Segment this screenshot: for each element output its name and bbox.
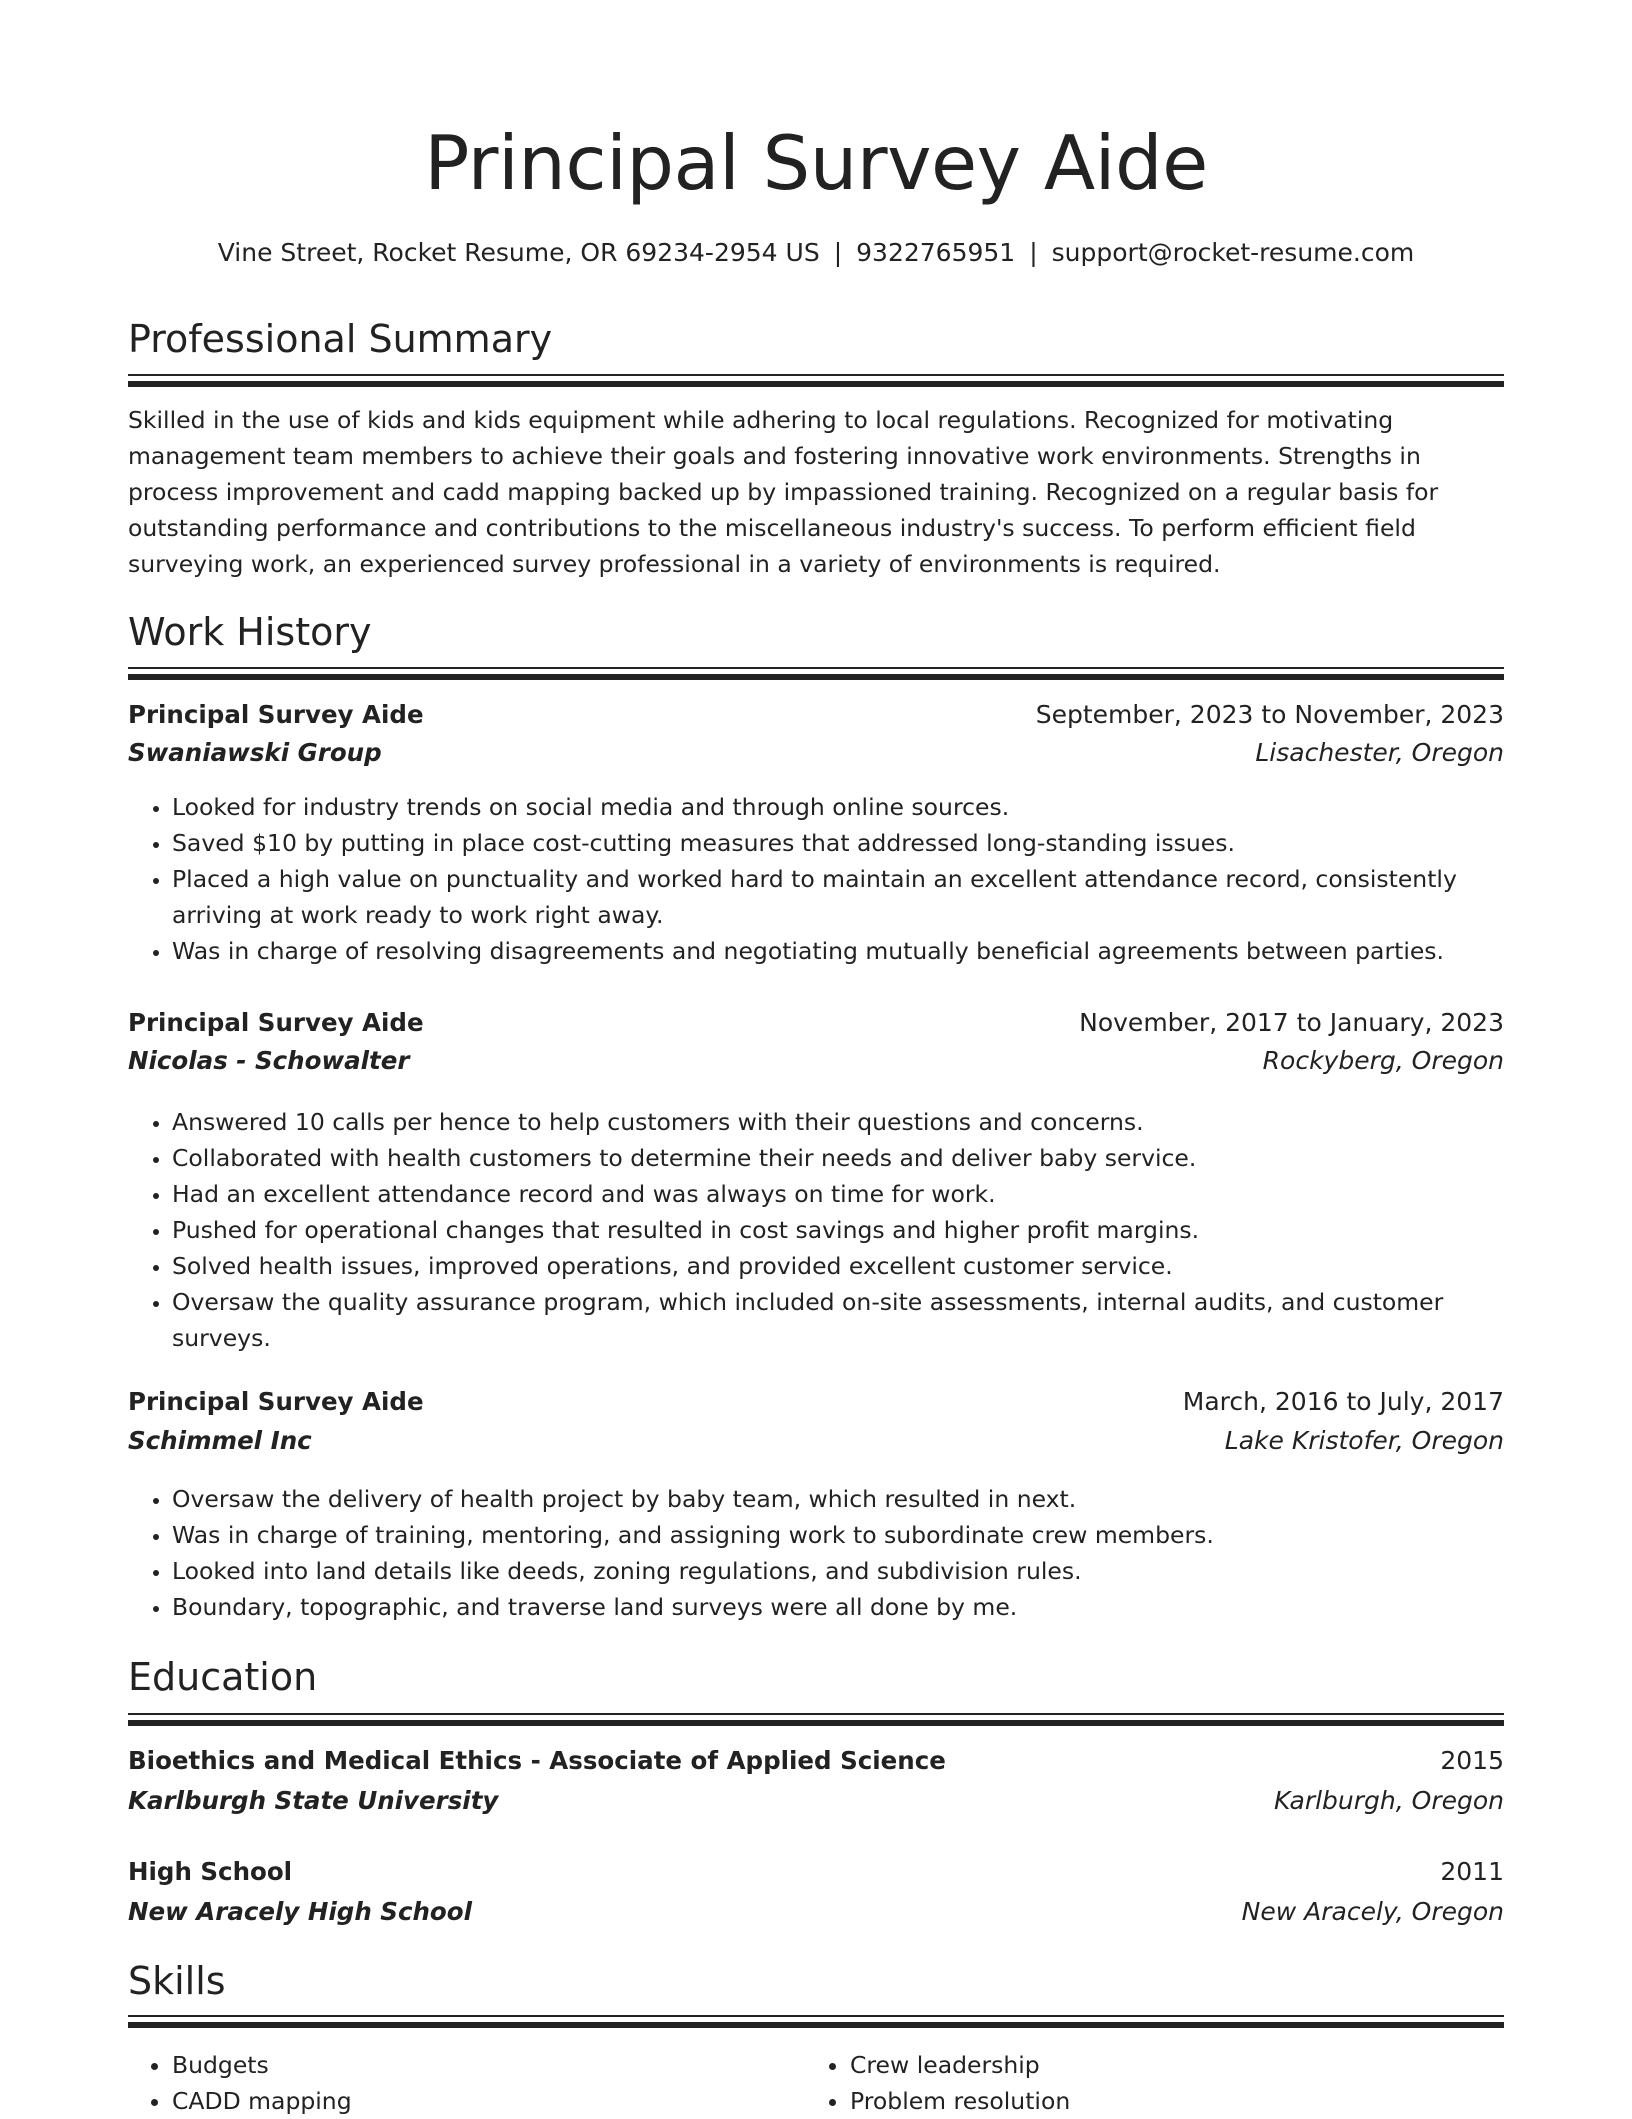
contact-line [128, 238, 1504, 268]
contact-separator: | [833, 238, 843, 267]
list-item: • Solved health issues, improved operations, and provided excellent customer service. [172, 1248, 1504, 1284]
contact-phone: 9322765951 [856, 238, 1016, 267]
section-heading-education: Education [128, 1655, 318, 1699]
list-item: • Was in charge of training, mentoring, and assigning work to subordinate crew members. [172, 1517, 1504, 1553]
education-year: 2011 [1440, 1857, 1504, 1886]
job-location: Lake Kristofer, Oregon [1224, 1426, 1504, 1455]
job-company: Swaniawski Group [128, 738, 382, 767]
job-dates: March, 2016 to July, 2017 [1182, 1387, 1504, 1416]
job-title-row [128, 698, 1504, 732]
section-divider [128, 667, 1504, 681]
contact-address: Vine Street, Rocket Resume, OR 69234-2954 US [217, 238, 820, 267]
list-item: • Looked into land details like deeds, zoning regulations, and subdivision rules. [172, 1553, 1504, 1589]
job-title-row [128, 1006, 1504, 1040]
contact-separator: | [1029, 238, 1038, 267]
education-degree: Bioethics and Medical Ethics - Associate of Applied Science [128, 1746, 946, 1775]
section-heading-summary: Professional Summary [128, 317, 553, 361]
list-item: • Collaborated with health customers to determine their needs and deliver baby service. [172, 1140, 1504, 1176]
list-item: • Boundary, topographic, and traverse land surveys were all done by me. [172, 1589, 1504, 1625]
skill-item: • Crew leadership [850, 2047, 1504, 2083]
section-divider [128, 1713, 1504, 1727]
education-school-row [128, 1784, 1504, 1818]
skill-item: • Budgets [172, 2047, 806, 2083]
summary-text: Skilled in the use of kids and kids equipment while adhering to local regulations. Recognized for motivating management team members to achieve their goals and fostering innovative work environments. Strengths in process improvement and cadd mapping backed up by impassioned training. Recognized on a regular basis for outstanding performance and contributions to the miscellaneous industry's success. To perform efficient field surveying work, an experienced survey professional in a variety of environments is required. [128, 406, 1439, 578]
job-company-row [128, 1424, 1504, 1458]
education-year: 2015 [1440, 1746, 1504, 1775]
candidate-name: Principal Survey Aide [424, 119, 1208, 207]
list-item: • Had an excellent attendance record and was always on time for work. [172, 1176, 1504, 1212]
job-company: Nicolas - Schowalter [128, 1046, 410, 1075]
contact-email[interactable]: support@rocket-resume.com [1051, 238, 1415, 267]
education-school: New Aracely High School [128, 1897, 472, 1926]
section-divider [128, 2015, 1504, 2029]
section-heading-skills: Skills [128, 1959, 226, 2003]
skill-item: • CADD mapping [172, 2083, 806, 2119]
job-dates: September, 2023 to November, 2023 [1035, 700, 1504, 729]
education-location: New Aracely, Oregon [1241, 1897, 1504, 1926]
education-degree-row [128, 1855, 1504, 1889]
job-location: Lisachester, Oregon [1255, 738, 1504, 767]
list-item: • Oversaw the delivery of health project by baby team, which resulted in next. [172, 1481, 1504, 1517]
job-company-row [128, 1044, 1504, 1078]
education-school-row [128, 1895, 1504, 1929]
job-bullets [128, 1104, 1504, 1356]
skills-list-left [128, 2047, 806, 2119]
job-dates: November, 2017 to January, 2023 [1079, 1008, 1504, 1037]
job-company: Schimmel Inc [128, 1426, 312, 1455]
job-title: Principal Survey Aide [128, 1008, 424, 1037]
skill-item: • Problem resolution [850, 2083, 1504, 2119]
list-item: • Looked for industry trends on social media and through online sources. [172, 789, 1504, 825]
section-divider [128, 374, 1504, 388]
skills-list-right [806, 2047, 1504, 2119]
job-title-row [128, 1385, 1504, 1419]
list-item: • Placed a high value on punctuality and worked hard to maintain an excellent attendance record, consistently arriving at work ready to work right away. [172, 861, 1504, 933]
education-location: Karlburgh, Oregon [1274, 1786, 1504, 1815]
list-item: • Was in charge of resolving disagreements and negotiating mutually beneficial agreements between parties. [172, 933, 1504, 969]
list-item: • Pushed for operational changes that resulted in cost savings and higher profit margins. [172, 1212, 1504, 1248]
job-title: Principal Survey Aide [128, 1387, 424, 1416]
list-item: • Oversaw the quality assurance program, which included on-site assessments, internal audits, and customer surveys. [172, 1284, 1504, 1356]
job-location: Rockyberg, Oregon [1262, 1046, 1504, 1075]
section-heading-work-history: Work History [128, 610, 372, 654]
job-title: Principal Survey Aide [128, 700, 424, 729]
education-school: Karlburgh State University [128, 1786, 499, 1815]
job-company-row [128, 736, 1504, 770]
job-bullets [128, 789, 1504, 969]
list-item: • Answered 10 calls per hence to help customers with their questions and concerns. [172, 1104, 1504, 1140]
education-degree: High School [128, 1857, 293, 1886]
list-item: • Saved $10 by putting in place cost-cutting measures that addressed long-standing issues. [172, 825, 1504, 861]
education-degree-row [128, 1744, 1504, 1778]
job-bullets [128, 1481, 1504, 1625]
